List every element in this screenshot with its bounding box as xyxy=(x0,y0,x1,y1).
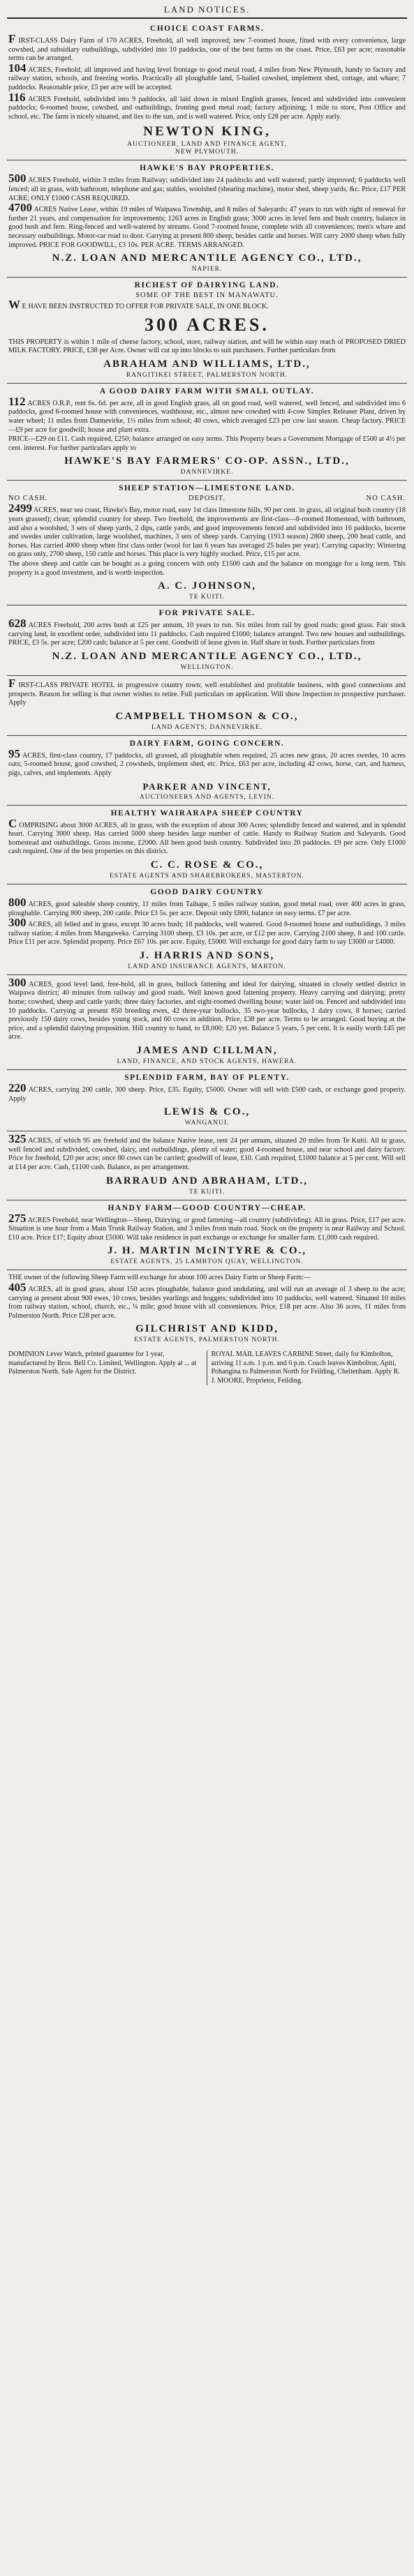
ad-term-label: NO CASH. xyxy=(8,495,48,503)
ad-paragraph xyxy=(8,1081,406,1104)
ad-advertiser-role: LAND AGENTS, DANNEVIRKE. xyxy=(151,723,263,731)
ad-lead-figure: W xyxy=(8,298,20,312)
ad-advertiser-name: HAWKE'S BAY FARMERS' CO-OP. ASSN., LTD., xyxy=(64,455,350,467)
ad-body-text: ACRES Freehold, 200 acres bush at £25 per annum, 10 years to run. Six miles from rail by good roads; good grass. Fair stock carrying land, in excellent order, subdivided into 11 paddocks. Cash required £1000; balance arranged. Two new houses and outbuildings. PRICE, £3 5s. per acre; £200 cash; balance at 5 per cent. Goodwill of lease given in. Half share in bush. Further particulars from xyxy=(8,622,406,647)
ad-body-text: IRST-CLASS Dairy Farm of 170 ACRES, Freehold, all well improved; new 7-roomed house, fitted with every convenience, large cowshed, and subsidiary outbuildings, subdivided into 10 paddocks, one of the best farms on the coast. Price, £63 per acre; reasonable terms can be arranged. xyxy=(8,37,406,63)
ad-body-text: ACRES, first-class country, 17 paddocks, all grassed, all ploughable when required, 25 acres new grass, 20 acres swedes, 10 acres oats; 5-roomed house, good cowshed, 2 cowsheds, implement shed, etc. Price, £63 per acre, including 42 cows, horse, cart, and harness, pigs, calves, and implements. Apply xyxy=(8,751,406,777)
ad-heading: HANDY FARM—GOOD COUNTRY—CHEAP. xyxy=(108,1203,306,1212)
ad-lead-figure: 325 xyxy=(8,1132,27,1146)
ad-block xyxy=(7,160,407,278)
ad-advertiser-name: N.Z. LOAN AND MERCANTILE AGENCY CO., LTD., xyxy=(52,253,362,264)
ad-block xyxy=(7,605,407,676)
ad-lead-figure: 2499 xyxy=(8,502,32,515)
ad-body-text: ACRES Native Lease, within 19 miles of Waipawa Township, and 8 miles of Saleyards; 47 years to run with right of renewal for further 21 years, and compensation for improvements; 1263 acres in English grass; 3000 acres in level fern and bush country, balance in good bush and fern. Ring-fenced and well-watered by streams. Good 7-roomed house, complete with all conveniences; men's whare and necessary outbuildings. Motor-car road to door. Carrying at present 800 sheep, besides cattle and horses. Will carry 2000 sheep when fully improved. PRICE FOR GOODWILL, £3 10s. PER ACRE. TERMS ARRANGED. xyxy=(8,206,406,249)
ad-lead-figure: 275 xyxy=(8,1211,27,1225)
ad-term-label: NO CASH. xyxy=(366,495,406,503)
ad-paragraph xyxy=(8,1280,406,1320)
ad-advertiser-location: WELLINGTON. xyxy=(180,663,234,671)
ad-body-text: IRST-CLASS PRIVATE HOTEL in progressive country town; well established and profitable business, with good connections and prospects. Reason for selling is that owner wishes to retire. Full particulars on application. Will show Inspection to prospective purchaser. Apply xyxy=(8,681,406,707)
ad-paragraph xyxy=(8,676,406,708)
ad-heading: RICHEST OF DAIRYING LAND. xyxy=(134,281,280,290)
ad-advertiser-role: WANGANUI. xyxy=(184,1120,230,1127)
ad-paragraph xyxy=(8,298,406,312)
ad-heading: SHEEP STATION—LIMESTONE LAND. xyxy=(119,484,295,493)
ad-body-text: ACRES, good level land, free-hold, all in grass, bullock fattening and ideal for dairying, situated in closely settled district in Waipawa district; 40 minutes from railway and good roads. Well known good fattening property. Heavy carrying and dairying; pretty home; cowshed, sheep and cattle yards; three dairy factories, and eight-roomed dwelling house; water laid on. Fenced and subdivided into 10 paddocks. Carrying at present 850 breeding ewes, 42 three-year bullocks, 35 two-year bullocks, 1 dairy cows, 8 horses; carried previously 150 dairy cows, besides young stock, and 60 cows in addition. Price, £38 per acre. Terms to be arranged. Good buying at the price, and a splendid dairying proposition. Hill country to hand, to £8,000; £20 yet. Balance 5 years, 5 per cent. It is easily worth £45 per acre. xyxy=(8,980,406,1041)
ad-advertiser-name: PARKER AND VINCENT, xyxy=(142,781,272,792)
ad-advertiser-name: J. H. MARTIN McINTYRE & CO., xyxy=(107,1245,307,1257)
ad-body-text: ACRES O.R.P., rent 6s. 6d. per acre, all in good English grass, all on good road, well watered, well fenced, and subdivided into 6 paddocks, good 6-roomed house with conveniences, washhouse, etc., almost new cowshed with 4-cow Simplex Releaser Plant, driven by water wheel; 11 miles from Dannevirke, 1½ miles from school; 40 cows, which averaged £23 per cow last season. Cheap factory. PRICE—£9 per acre for goodwill; house and plant extra. xyxy=(8,399,406,434)
ad-body-text: ACRES, good saleable sheep country, 11 miles from Taihape, 5 miles railway station, good metal road, over 400 acres in grass, ploughable. Carrying 800 sheep, 200 cattle. Price £3 5s. per acre. Deposit only £800, balance on easy terms. £7 per acre. xyxy=(8,900,406,917)
ad-heading: SPLENDID FARM, BAY OF PLENTY. xyxy=(124,1074,290,1083)
ad-body-text: THIS PROPERTY is within 1 mile of cheese factory, school, store, railway station, and will be within easy reach of PROPOSED DRIED MILK FACTORY. PRICE, £38 per Acre. Owner will cut up into blocks to suit purchasers. Further particulars from xyxy=(8,338,406,355)
ad-lead-figure: 405 xyxy=(8,1280,27,1294)
ad-advertiser-name: JAMES AND CILLMAN, xyxy=(136,1045,278,1057)
ad-paragraph xyxy=(8,174,406,203)
footer-right-notice: ROYAL MAIL LEAVES CARBINE Street, daily for Kimbolton, arriving 11 a.m. 1 p.m. and 6 p.m. Coach leaves Kimbolton, Apiti, Pohangina to Palmerston North for Feilding, Cheltenham. Apply R. J. MOORE, Proprietor, Feilding. xyxy=(211,1350,400,1385)
ad-advertiser-role: AUCTIONEERS AND AGENTS, LEVIN. xyxy=(139,793,275,801)
ad-block xyxy=(7,1131,407,1200)
ad-term-label: DEPOSIT. xyxy=(188,495,226,503)
ad-advertiser-name: LEWIS & CO., xyxy=(163,1106,251,1118)
ad-paragraph xyxy=(8,61,406,93)
ad-paragraph xyxy=(8,1211,406,1243)
ad-paragraph xyxy=(8,895,406,918)
ad-block xyxy=(7,481,407,605)
ad-block xyxy=(7,884,407,975)
ad-paragraph xyxy=(8,560,406,578)
ad-block xyxy=(7,278,407,384)
ad-advertiser-name: A. C. JOHNSON, xyxy=(158,580,256,592)
ad-advertiser-location: TE KUITI. xyxy=(188,594,226,601)
ad-lead-figure: F xyxy=(8,676,16,690)
footer-left-notice: DOMINION Lever Watch, printed guarantee for 1 year, manufactured by Bros. Bell Co. Limited, Wellington. Apply at ... at Palmerston North. Sale Agent for the District. xyxy=(8,1350,207,1385)
ad-advertiser-location: NAPIER. xyxy=(191,266,223,273)
ad-advertiser-role: TE KUITI. xyxy=(188,1188,226,1196)
ad-heading: DAIRY FARM, GOING CONCERN. xyxy=(129,739,285,748)
ad-feature-acreage: 300 ACRES. xyxy=(145,314,269,335)
ad-lead-figure: 800 xyxy=(8,895,27,909)
ad-advertiser-role: ESTATE AGENTS, 25 LAMBTON QUAY, WELLINGTON. xyxy=(110,1258,304,1266)
ad-heading: FOR PRIVATE SALE. xyxy=(158,609,256,618)
ad-block xyxy=(7,736,407,806)
ad-advertiser-name: C. C. ROSE & CO., xyxy=(150,859,264,871)
ad-advertiser-role: ESTATE AGENTS AND SHAREBROKERS, MASTERTON. xyxy=(109,872,305,880)
ad-heading: CHOICE COAST FARMS. xyxy=(149,24,265,33)
ad-lead-figure: C xyxy=(8,816,17,830)
ad-block xyxy=(7,806,407,884)
ad-body-text: PRICE—£29 on £11. Cash required, £250; balance arranged on easy terms. This Property bears a Government Mortgage of £500 at 4½ per cent. interest. For further particulars apply to xyxy=(8,435,406,452)
ad-paragraph xyxy=(8,975,406,1042)
ad-advertiser-role: ESTATE AGENTS, PALMERSTON NORTH. xyxy=(134,1336,280,1344)
ad-body-text: ACRES, Freehold, all improved and having level frontage to good metal road, 4 miles from New Plymouth, handy to factory and railway station, schools, and freezing works. Practically all ploughable land, 5-bailed cowshed, implement shed, cottage, and whare; 7 paddocks. Reasonable price, £5 per acre will be accepted. xyxy=(8,66,406,91)
page-header: LAND NOTICES. xyxy=(7,3,407,19)
ad-advertiser-name: NEWTON KING, xyxy=(143,124,271,140)
ad-lead-figure: 220 xyxy=(8,1081,27,1095)
ad-subheading: SOME OF THE BEST IN MANAWATU. xyxy=(135,292,279,300)
ad-advertiser-name: BARRAUD AND ABRAHAM, LTD., xyxy=(106,1175,308,1187)
ad-block xyxy=(7,21,407,160)
ad-paragraph xyxy=(8,504,406,559)
ad-lead-figure: 4700 xyxy=(8,201,32,215)
ads-column xyxy=(7,21,407,1348)
ad-paragraph xyxy=(8,394,406,435)
ad-advertiser-name: N.Z. LOAN AND MERCANTILE AGENCY CO., LTD., xyxy=(52,650,362,662)
ad-body-text: The above sheep and cattle can be bought as a going concern with only £1500 cash and the balance on mortgage for a long term. This property is a good investment, and is worth inspection. xyxy=(8,560,406,577)
ad-block xyxy=(7,1270,407,1348)
ad-heading: HEALTHY WAIRARAPA SHEEP COUNTRY xyxy=(110,808,304,818)
ad-terms-row xyxy=(8,495,406,502)
ad-paragraph xyxy=(8,435,406,453)
ad-lead-figure: 300 xyxy=(8,975,27,989)
ad-body-text: ACRES, all in good grass, about 150 acres ploughable, balance good undulating, and will run an average of 3 sheep to the acre; carrying at present about 900 ewes, 10 cows, besides yearlings and hoggets; subdivided into 10 paddocks, well watered. Situated 10 miles from railway station, school, church, etc., ¼ mile; good house with all conveniences. Price, £18 per acre. Also 36 acres, 11 miles from Palmerston North. Price £28 per acre. xyxy=(8,1285,406,1320)
ad-body-text: ACRES, of which 95 are freehold and the balance Native lease, rent 24 per annum, situated 20 miles from Te Kuiti. All in grass, well fenced and subdivided, cowshed, dairy, and outbuildings, plenty of water; good 4-roomed house, and near school and dairy factory. Price for freehold, £20 per acre; once 80 cows can be carried; goodwill of lease, £10. Cash required, £1000 balance at 5 per cent. Will sell at £14 per acre. Cash, £1100 cash. Balance, as per arrangement. xyxy=(8,1137,406,1171)
ad-lead-figure: 116 xyxy=(8,90,26,104)
ad-body-text: ACRES Freehold, near Wellington—Sheep, Dairying, or good fattening—all country (subdividing). All in grass. Price, £17 per acre. Situation is one hour from a Main Trunk Railway Station, and 3 miles from main road. Stock on the property is near Railway and School. £10 acre. Price £17; Equity about £5000. Will take residence in part exchange or exchange for smaller farm. £1,000 cash required. xyxy=(8,1216,406,1242)
ad-body-text: ACRES Freehold, subdivided into 9 paddocks, all laid down in mixed English grasses, fenced and subdivided into convenient paddocks; 6-roomed house, cowshed, and outbuildings, fronting good metal road; factory adjoining; 1 mile to store, Post Office and school, etc. The farm is nicely situated, and lies to the sun, and is well watered. Price, only £28 per acre. Apply early. xyxy=(8,95,406,121)
ad-paragraph xyxy=(8,1132,406,1172)
ad-advertiser-role: LAND AND INSURANCE AGENTS, MARTON. xyxy=(128,963,286,970)
ad-heading: A GOOD DAIRY FARM WITH SMALL OUTLAY. xyxy=(99,386,315,396)
ad-lead-figure: F xyxy=(8,32,16,45)
ad-paragraph xyxy=(8,32,406,63)
ad-paragraph xyxy=(8,816,406,857)
ad-advertiser-location: DANNEVIRKE. xyxy=(180,469,234,476)
ad-advertiser-location: NEW PLYMOUTH. xyxy=(175,149,239,156)
ad-block xyxy=(7,1070,407,1131)
ad-body-text: ACRES, carrying 200 cattle, 300 sheep. Price, £35. Equity, £5000. Owner will sell with £500 cash, or exchange good property. Apply xyxy=(8,1086,406,1103)
footer-notices xyxy=(7,1348,407,1389)
ad-advertiser-name: CAMPBELL THOMSON & CO., xyxy=(115,710,299,722)
ad-block xyxy=(7,975,407,1070)
ad-lead-figure: 628 xyxy=(8,617,27,631)
ad-block xyxy=(7,1200,407,1271)
ad-lead-figure: 112 xyxy=(8,394,26,408)
ad-advertiser-role: LAND, FINANCE, AND STOCK AGENTS, HAWERA. xyxy=(117,1058,297,1066)
ad-paragraph xyxy=(8,90,406,122)
ad-body-text: ACRES, all felled and in grass, except 30 acres bush; 18 paddocks, well watered. Good 8-roomed house and outbuildings. 3 miles railway station; 4 miles from Mangaweka. Carrying 3100 sheep, £3 10s. per acre, or £12 per acre. Carrying 2100 sheep, 8 and 100 cattle. Price £11 per acre. Splendid property. Price £67 10s. per acre. Equity, £5000. Will exchange for good dairy farm to say £3000 or £4000. xyxy=(8,921,406,947)
ad-block xyxy=(7,676,407,736)
ad-heading: GOOD DAIRY COUNTRY xyxy=(150,887,264,896)
ad-body-text: OMPRISING about 3000 ACRES, all in grass, with the exception of about 300 Acres; splendidly fenced and watered, and in splendid heart. Carrying 3000 sheep. Has carried 5000 sheep besides large number of cattle. Handy to Railway Station and Saleyards. Good homestead and outbuildings. Gross income, £2000. All been good bush country. Subdivided into 20 paddocks. £9 per acre. Only £1000 cash required. One of the best properties on this district. xyxy=(8,821,406,856)
ad-advertiser-name: GILCHRIST AND KIDD, xyxy=(135,1323,279,1335)
ad-body-text: E HAVE BEEN INSTRUCTED TO OFFER FOR PRIVATE SALE, IN ONE BLOCK. xyxy=(22,303,269,311)
ad-paragraph xyxy=(8,1274,406,1283)
ad-paragraph xyxy=(8,746,406,778)
ad-paragraph xyxy=(8,338,406,356)
ad-advertiser-name: ABRAHAM AND WILLIAMS, LTD., xyxy=(103,358,311,370)
ad-lead-figure: 95 xyxy=(8,746,20,760)
ad-lead-figure: 104 xyxy=(8,61,27,75)
ad-body-text: ACRES, near sea coast, Hawke's Bay, motor road, easy 1st class limestone hills, 90 per cent. in grass, all original bush country (18 years grassed); clean; splendid country for sheep. Two freehold, the improvements are first-class—8-roomed Homestead, with bathroom, and also a woolshed, 3 sets of sheep yards, 2 dips, cattle yards, and good improvements fenced and subdivided into 16 paddocks, lucerne and swedes under cultivation, large woolshed, machines, 3 sets of sheep yards. Carrying (1913 season) 2800 sheep, 200 head cattle, and horses. Has carried 4000 sheep when first class order (wool for last 6 years has averaged 25 bales per year). Carrying capacity: Wintering on grass only, 2700 sheep, 150 cattle and horses. This place is very highly stocked. Price, £15 per acre. xyxy=(8,506,406,559)
ad-paragraph xyxy=(8,619,406,648)
ad-body-text: THE owner of the following Sheep Farm will exchange for about 100 acres Dairy Farm or Sheep Farm:— xyxy=(8,1274,311,1282)
ad-block xyxy=(7,384,407,481)
newspaper-page xyxy=(7,0,407,1389)
ad-heading: HAWKE'S BAY PROPERTIES. xyxy=(140,164,274,173)
ad-lead-figure: 500 xyxy=(8,172,27,186)
ad-paragraph xyxy=(8,916,406,947)
ad-advertiser-location: RANGITIKEI STREET, PALMERSTON NORTH. xyxy=(126,371,288,379)
ad-advertiser-name: J. HARRIS AND SONS, xyxy=(139,949,275,961)
ad-advertiser-role: AUCTIONEER, LAND AND FINANCE AGENT, xyxy=(127,141,287,149)
ad-paragraph xyxy=(8,201,406,250)
ad-lead-figure: 300 xyxy=(8,916,27,930)
ad-body-text: ACRES Freehold, within 3 miles from Railway; subdivided into 24 paddocks and well watered; partly improved; 6 paddocks well fenced; all in grass, with bathroom, telephone and gas; stables, woolshed (shearing machine), motor shed, sheep yards, &c. Price, £17 PER ACRE; ONLY £1000 CASH REQUIRED. xyxy=(8,176,406,202)
